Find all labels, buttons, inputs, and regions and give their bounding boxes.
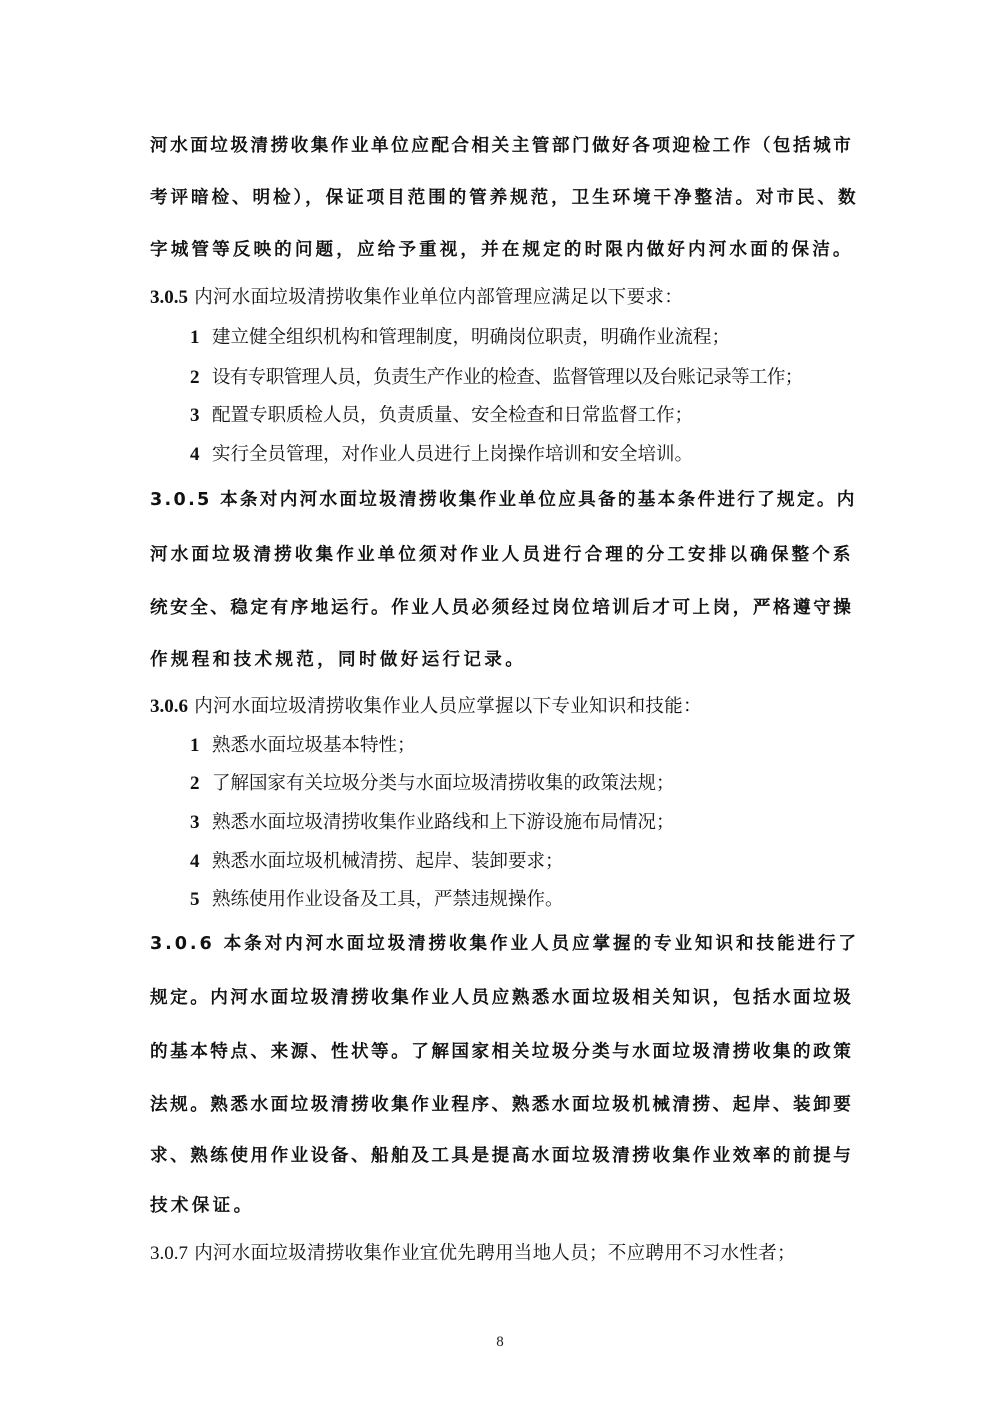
explanation-line: 统安全、稳定有序地运行。作业人员必须经过岗位培训后才可上岗，严格遵守操 <box>150 598 854 618</box>
explanation-line: 3.0.6 本条对内河水面垃圾清捞收集作业人员应掌握的专业知识和技能进行了 <box>150 934 859 954</box>
list-item <box>190 852 564 872</box>
explanation-line: 考评暗检、明检），保证项目范围的管养规范，卫生环境干净整洁。对市民、数 <box>150 188 859 208</box>
item-text: 设有专职管理人员，负责生产作业的检查、监督管理以及台账记录等工作； <box>212 367 803 388</box>
explanation-line: 河水面垃圾清捞收集作业单位须对作业人员进行合理的分工安排以确保整个系 <box>150 545 854 565</box>
item-text: 了解国家有关垃圾分类与水面垃圾清捞收集的政策法规； <box>212 773 675 794</box>
list-item <box>190 328 730 348</box>
explanation-line: 字城管等反映的问题，应给予重视，并在规定的时限内做好内河水面的保洁。 <box>150 240 854 260</box>
item-text: 熟悉水面垃圾基本特性； <box>212 735 416 756</box>
clause-3-0-6 <box>150 697 702 717</box>
item-number: 4 <box>190 444 200 465</box>
explanation-line: 规定。内河水面垃圾清捞收集作业人员应熟悉水面垃圾相关知识，包括水面垃圾 <box>150 988 854 1008</box>
item-text: 实行全员管理，对作业人员进行上岗操作培训和安全培训。 <box>212 444 694 465</box>
list-item <box>190 774 675 794</box>
item-number: 3 <box>190 812 200 833</box>
item-text: 配置专职质检人员，负责质量、安全检查和日常监督工作； <box>212 405 694 426</box>
clause-text: 内河水面垃圾清捞收集作业宜优先聘用当地人员；不应聘用不习水性者； <box>194 1243 796 1264</box>
explanation-line: 技术保证。 <box>150 1196 255 1216</box>
list-item <box>190 406 693 426</box>
item-text: 熟悉水面垃圾机械清捞、起岸、装卸要求； <box>212 851 564 872</box>
explanation-line: 求、熟练使用作业设备、船舶及工具是提高水面垃圾清捞收集作业效率的前提与 <box>150 1146 854 1166</box>
list-item <box>190 890 564 910</box>
explanation-line: 河水面垃圾清捞收集作业单位应配合相关主管部门做好各项迎检工作（包括城市 <box>150 136 854 156</box>
list-item <box>190 368 803 388</box>
explanation-line: 3.0.5 本条对内河水面垃圾清捞收集作业单位应具备的基本条件进行了规定。内 <box>150 490 857 510</box>
item-text: 熟练使用作业设备及工具，严禁违规操作。 <box>212 889 564 910</box>
item-number: 2 <box>190 367 200 388</box>
explanation-line: 作规程和技术规范，同时做好运行记录。 <box>150 650 527 670</box>
item-number: 1 <box>190 735 200 756</box>
clause-number: 3.0.6 <box>150 696 188 717</box>
item-number: 5 <box>190 889 200 910</box>
list-item <box>190 813 675 833</box>
item-text: 熟悉水面垃圾清捞收集作业路线和上下游设施布局情况； <box>212 812 675 833</box>
page-number: 8 <box>496 1334 504 1350</box>
item-number: 2 <box>190 773 200 794</box>
item-number: 3 <box>190 405 200 426</box>
item-text: 建立健全组织机构和管理制度，明确岗位职责，明确作业流程； <box>212 327 731 348</box>
clause-text: 内河水面垃圾清捞收集作业单位内部管理应满足以下要求： <box>194 287 683 308</box>
clause-3-0-7 <box>150 1244 796 1264</box>
clause-number: 3.0.5 <box>150 287 188 308</box>
item-number: 4 <box>190 851 200 872</box>
clause-text: 内河水面垃圾清捞收集作业人员应掌握以下专业知识和技能： <box>194 696 702 717</box>
explanation-line: 的基本特点、来源、性状等。了解国家相关垃圾分类与水面垃圾清捞收集的政策 <box>150 1042 854 1062</box>
item-number: 1 <box>190 327 200 348</box>
clause-3-0-5 <box>150 288 683 308</box>
list-item <box>190 736 416 756</box>
clause-number: 3.0.7 <box>150 1243 188 1264</box>
list-item <box>190 445 693 465</box>
explanation-line: 法规。熟悉水面垃圾清捞收集作业程序、熟悉水面垃圾机械清捞、起岸、装卸要 <box>150 1095 854 1115</box>
